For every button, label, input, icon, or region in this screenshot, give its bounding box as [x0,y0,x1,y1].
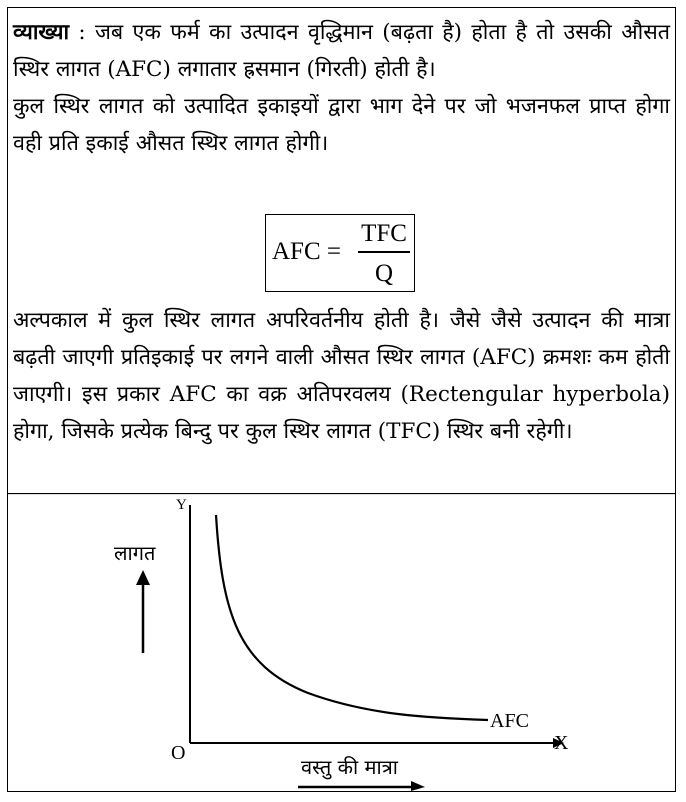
cost-axis-title: लागत [114,541,156,565]
formula-numerator: TFC [361,220,407,247]
afc-curve [216,515,488,720]
short-run-paragraph: अल्पकाल में कुल स्थिर लागत अपरिवर्तनीय होती है। जैसे जैसे उत्पादन की मात्रा बढ़ती जाएगी प्रतिइकाई पर लगने वाली औसत स्थिर लागत (AFC) क्रमशः कम होती जाएगी। इस प्रकार AFC का वक्र अतिपरवलय (Rectengular hyperbola) होगा, जिसके प्रत्येक बिन्दु पर कुल स्थिर लागत (TFC) स्थिर बनी रहेगी। [13,308,670,444]
text-block-bottom [13,302,670,450]
formula-fraction [358,219,410,289]
x-axis-label: X [554,732,569,754]
origin-label: O [171,742,186,764]
explanation-body: जब एक फर्म का उत्पादन वृद्धिमान (बढ़ता है) होता है तो उसकी औसत स्थिर लागत (AFC) लगातार ह्रसमान (गिरती) होती है। [13,20,670,82]
quantity-axis-title: वस्तु की मात्रा [301,755,398,779]
fraction-bar [358,251,410,253]
afc-curve-diagram [8,493,675,791]
formula-denominator: Q [374,260,394,287]
quantity-right-arrow-head [411,781,425,791]
afc-curve-label: AFC [490,710,529,732]
afc-formula [265,214,415,292]
document-frame [7,7,676,792]
text-block-top [13,14,670,162]
formula-lhs: AFC = [272,238,341,265]
cost-up-arrow-head [136,570,150,585]
y-axis-label: Y [176,497,187,513]
heading-separator: : [69,20,95,45]
explanation-heading: व्याख्या [13,20,70,45]
division-paragraph: कुल स्थिर लागत को उत्पादित इकाइयों द्वारा भाग देने पर जो भजनफल प्राप्त होगा वही प्रति इकाई औसत स्थिर लागत होगी। [13,94,670,156]
explanation-paragraph [13,14,670,88]
